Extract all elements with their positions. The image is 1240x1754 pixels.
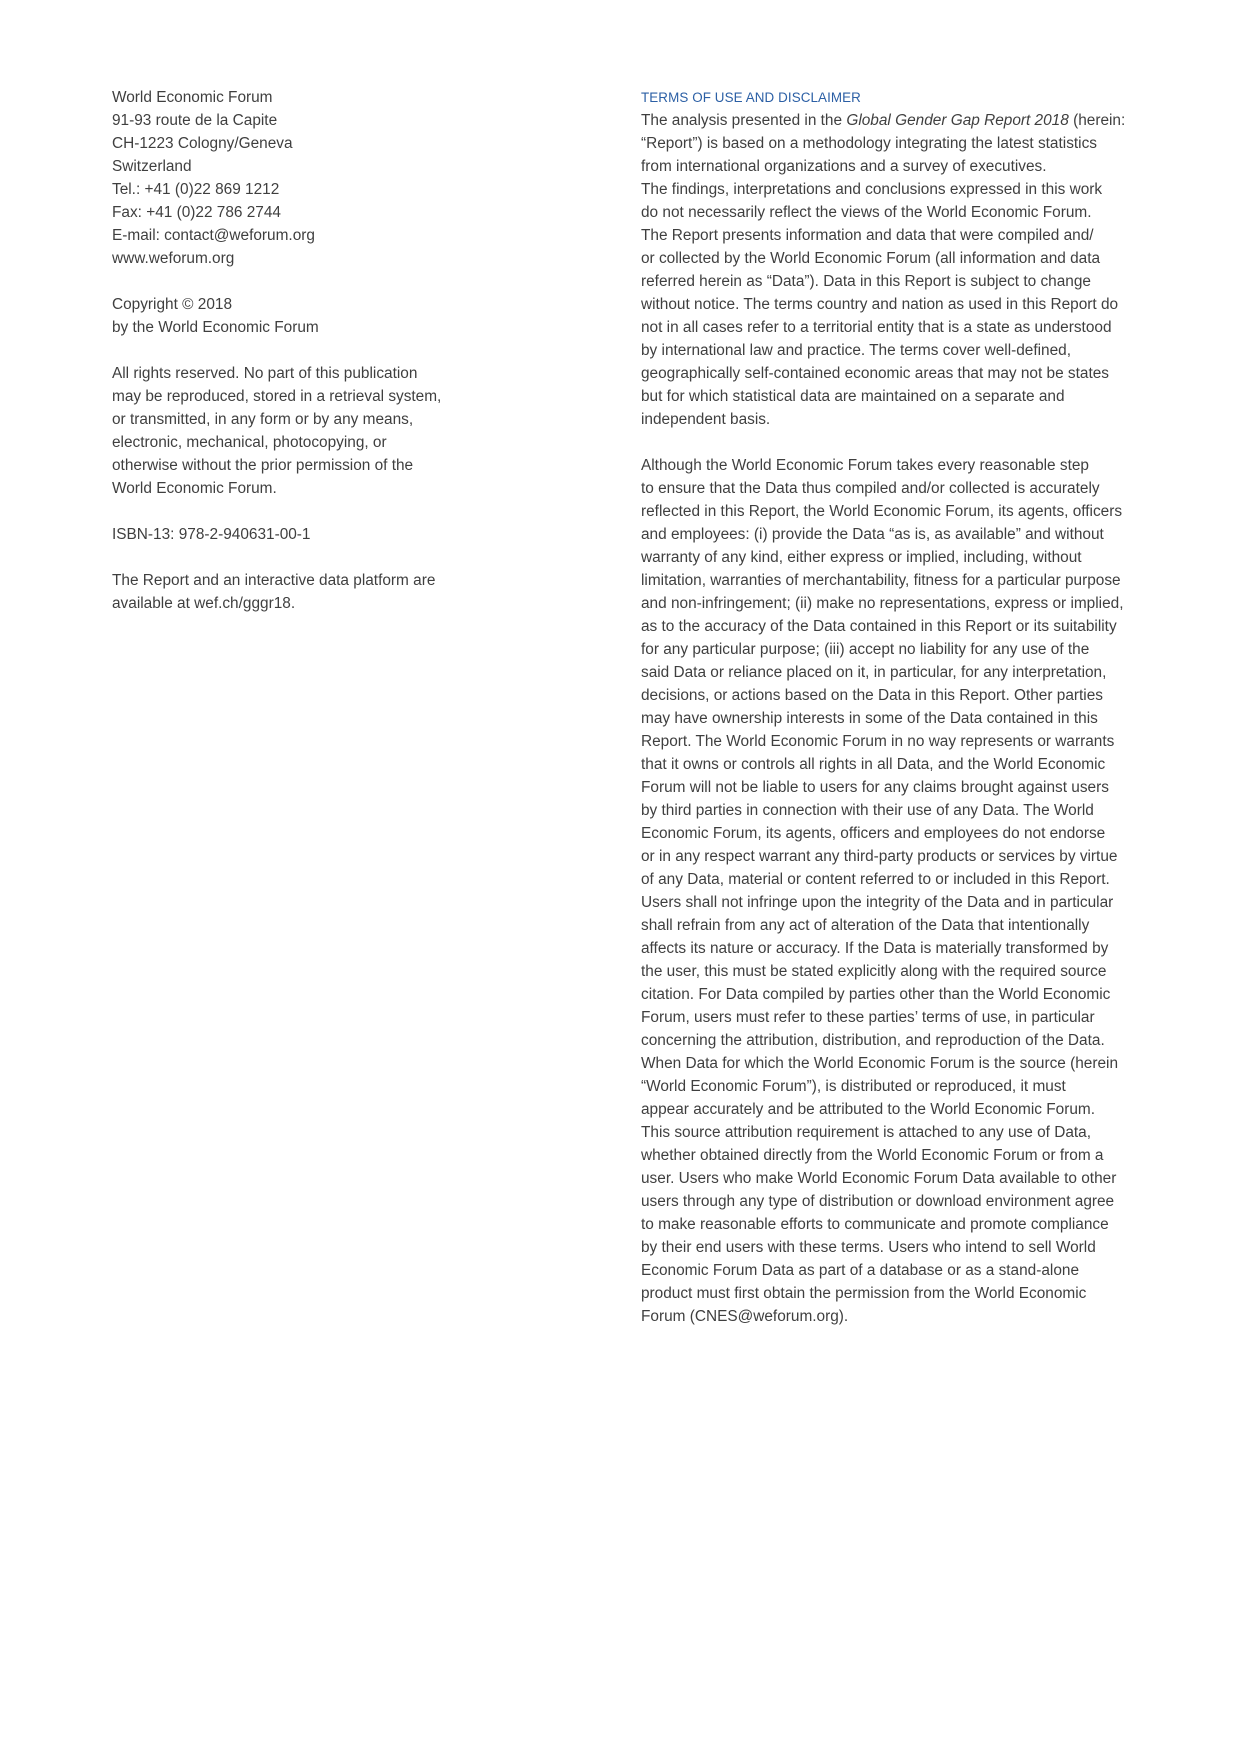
- copyright-block: [112, 293, 532, 339]
- rights-line: otherwise without the prior permission of the: [112, 457, 414, 474]
- terms-line: from international organizations and a survey of executives.: [641, 158, 1047, 175]
- terms-intro-line: [641, 109, 1126, 132]
- terms-line: Users shall not infringe upon the integrity of the Data and in particular: [641, 894, 1114, 911]
- terms-line: and employees: (i) provide the Data “as is, as available” and without: [641, 526, 1104, 543]
- terms-line: warranty of any kind, either express or implied, including, without: [641, 549, 1082, 566]
- terms-column: [641, 86, 1126, 1328]
- terms-line: appear accurately and be attributed to the World Economic Forum.: [641, 1101, 1095, 1118]
- rights-line: may be reproduced, stored in a retrieval system,: [112, 388, 442, 405]
- terms-line: Economic Forum, its agents, officers and employees do not endorse: [641, 825, 1106, 842]
- terms-line: shall refrain from any act of alteration of the Data that intentionally: [641, 917, 1090, 934]
- rights-block: [112, 362, 532, 500]
- terms-line: of any Data, material or content referred to or included in this Report.: [641, 871, 1110, 888]
- terms-line: to ensure that the Data thus compiled and/or collected is accurately: [641, 480, 1100, 497]
- copyright-line: by the World Economic Forum: [112, 319, 319, 336]
- terms-line: for any particular purpose; (iii) accept no liability for any use of the: [641, 641, 1090, 658]
- terms-line: user. Users who make World Economic Forum Data available to other: [641, 1170, 1117, 1187]
- address-line: Switzerland: [112, 158, 192, 175]
- terms-line: Economic Forum Data as part of a database or as a stand-alone: [641, 1262, 1080, 1279]
- terms-paragraph-1: [641, 109, 1126, 431]
- fax-line: Fax: +41 (0)22 786 2744: [112, 204, 281, 221]
- terms-line: whether obtained directly from the World Economic Forum or from a: [641, 1147, 1104, 1164]
- terms-line: This source attribution requirement is attached to any use of Data,: [641, 1124, 1091, 1141]
- terms-line: by third parties in connection with their use of any Data. The World: [641, 802, 1094, 819]
- rights-line: All rights reserved. No part of this publication: [112, 365, 418, 382]
- terms-line: the user, this must be stated explicitly along with the required source: [641, 963, 1107, 980]
- intro-text-post: (herein:: [1068, 112, 1126, 129]
- terms-line: The findings, interpretations and conclusions expressed in this work: [641, 181, 1103, 198]
- intro-text-pre: The analysis presented in the: [641, 112, 847, 129]
- terms-line: geographically self-contained economic areas that may not be states: [641, 365, 1109, 382]
- terms-line: by their end users with these terms. Users who intend to sell World: [641, 1239, 1096, 1256]
- copyright-line: Copyright © 2018: [112, 296, 232, 313]
- isbn-block: [112, 523, 532, 546]
- terms-line: affects its nature or accuracy. If the Data is materially transformed by: [641, 940, 1109, 957]
- terms-line: product must first obtain the permission from the World Economic: [641, 1285, 1087, 1302]
- email-line: E-mail: contact@weforum.org: [112, 227, 315, 244]
- terms-line: as to the accuracy of the Data contained in this Report or its suitability: [641, 618, 1117, 635]
- terms-paragraph-2: [641, 454, 1124, 1328]
- terms-line: and non-infringement; (ii) make no representations, express or implied,: [641, 595, 1124, 612]
- terms-line: The Report presents information and data that were compiled and/: [641, 227, 1094, 244]
- availability-line: The Report and an interactive data platform are: [112, 572, 436, 589]
- terms-line: citation. For Data compiled by parties other than the World Economic: [641, 986, 1111, 1003]
- availability-line: available at wef.ch/gggr18.: [112, 595, 296, 612]
- terms-line: decisions, or actions based on the Data in this Report. Other parties: [641, 687, 1103, 704]
- terms-line: Report. The World Economic Forum in no way represents or warrants: [641, 733, 1115, 750]
- terms-line: by international law and practice. The terms cover well-defined,: [641, 342, 1072, 359]
- terms-line: users through any type of distribution or download environment agree: [641, 1193, 1115, 1210]
- rights-line: electronic, mechanical, photocopying, or: [112, 434, 387, 451]
- terms-line: not in all cases refer to a territorial entity that is a state as understood: [641, 319, 1112, 336]
- terms-line: Forum, users must refer to these parties’ terms of use, in particular: [641, 1009, 1095, 1026]
- address-line: 91-93 route de la Capite: [112, 112, 278, 129]
- phone-line: Tel.: +41 (0)22 869 1212: [112, 181, 280, 198]
- terms-line: limitation, warranties of merchantability, fitness for a particular purpose: [641, 572, 1121, 589]
- terms-line: Although the World Economic Forum takes every reasonable step: [641, 457, 1089, 474]
- address-block: [112, 86, 532, 270]
- isbn-line: ISBN-13: 978-2-940631-00-1: [112, 526, 311, 543]
- imprint-column: [112, 86, 532, 615]
- terms-line: “World Economic Forum”), is distributed or reproduced, it must: [641, 1078, 1066, 1095]
- terms-line: to make reasonable efforts to communicate and promote compliance: [641, 1216, 1109, 1233]
- terms-line: reflected in this Report, the World Economic Forum, its agents, officers: [641, 503, 1123, 520]
- terms-line: concerning the attribution, distribution, and reproduction of the Data.: [641, 1032, 1105, 1049]
- terms-line: without notice. The terms country and nation as used in this Report do: [641, 296, 1119, 313]
- terms-line: said Data or reliance placed on it, in particular, for any interpretation,: [641, 664, 1107, 681]
- terms-line: independent basis.: [641, 411, 771, 428]
- terms-line: but for which statistical data are maintained on a separate and: [641, 388, 1065, 405]
- terms-line: do not necessarily reflect the views of the World Economic Forum.: [641, 204, 1092, 221]
- terms-line: Forum will not be liable to users for any claims brought against users: [641, 779, 1109, 796]
- availability-block: [112, 569, 532, 615]
- terms-line: referred herein as “Data”). Data in this Report is subject to change: [641, 273, 1091, 290]
- terms-line: or in any respect warrant any third-party products or services by virtue: [641, 848, 1118, 865]
- rights-line: or transmitted, in any form or by any means,: [112, 411, 414, 428]
- website-line: www.weforum.org: [112, 250, 235, 267]
- terms-line: When Data for which the World Economic Forum is the source (herein: [641, 1055, 1119, 1072]
- address-line: CH-1223 Cologny/Geneva: [112, 135, 293, 152]
- terms-heading: TERMS OF USE AND DISCLAIMER: [641, 90, 861, 105]
- terms-line: Forum (CNES@weforum.org).: [641, 1308, 849, 1325]
- address-line: World Economic Forum: [112, 89, 273, 106]
- terms-line: may have ownership interests in some of the Data contained in this: [641, 710, 1098, 727]
- rights-line: World Economic Forum.: [112, 480, 277, 497]
- terms-line: “Report”) is based on a methodology integrating the latest statistics: [641, 135, 1097, 152]
- terms-line: that it owns or controls all rights in all Data, and the World Economic: [641, 756, 1106, 773]
- report-title: Global Gender Gap Report 2018: [846, 112, 1069, 129]
- terms-line: or collected by the World Economic Forum (all information and data: [641, 250, 1101, 267]
